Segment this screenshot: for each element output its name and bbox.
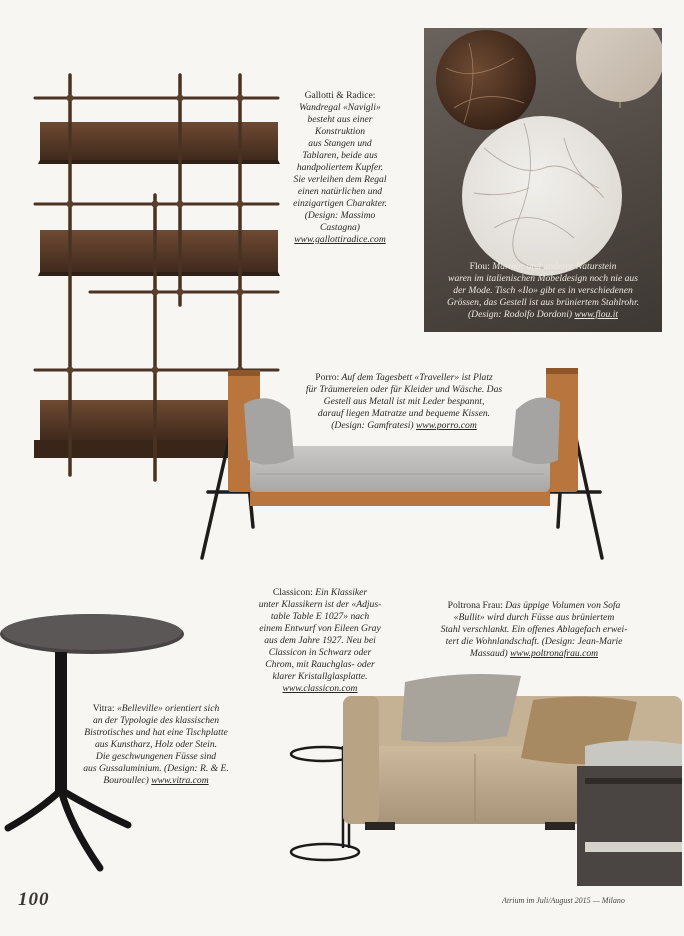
caption-brand: Poltrona Frau:: [447, 600, 503, 611]
caption-poltrona-frau: Poltrona Frau: Das üppige Volumen von Sofa «Bullit» wird durch Füsse aus brüniertem Stahl verschlankt. Ein offenes Ablagefach erwei- tert die Wohnlandschaft. (Design: Jean-Marie Massaud) www.poltronafrau.com: [440, 600, 628, 659]
caption-brand: Flou:: [469, 261, 490, 272]
caption-brand: Gallotti & Radice:: [304, 90, 376, 101]
sofa-scene-image: [285, 666, 682, 886]
caption-link[interactable]: www.poltronafrau.com: [510, 648, 599, 659]
caption-brand: Vitra:: [92, 703, 115, 714]
caption-flou: Flou: Marmor und anderer Naturstein waren im italienischen Möbeldesign noch nie aus der Mode. Tisch «Ilo» gibt es in verschiedenen Grössen, das Gestell ist aus brüniertem Stahlrohr. (Design: Rodolfo Dordoni) www.flou.it: [446, 261, 640, 320]
caption-link[interactable]: www.vitra.com: [151, 775, 209, 786]
caption-gallotti-radice: Gallotti & Radice: Wandregal «Navigli» besteht aus einer Konstruktion aus Stangen und Tablaren, beide aus handpoliertem Kupfer. Sie verleihen dem Regal einen natürlichen und einzigartigen Charakter. (Design: Massimo Castagna) www.gallottiradice.com: [280, 90, 400, 246]
caption-classicon: Classicon: Ein Klassiker unter Klassikern ist der «Adjus- table Table E 1027» nach einem Entwurf von Eileen Gray aus dem Jahre 1927. Neu bei Classicon in Schwarz oder Chrom, mit Rauchglas- oder klarer Kristallglasplatte. www.classicon.com: [250, 587, 390, 695]
page-number: 100: [18, 889, 50, 910]
caption-link[interactable]: www.classicon.com: [282, 683, 358, 694]
issue-line: Atrium im Juli/August 2015 — Milano: [502, 896, 625, 905]
caption-porro: Porro: Auf dem Tagesbett «Traveller» ist Platz für Träumereien oder für Kleider und Wäsche. Das Gestell aus Metall ist mit Leder bespannt, darauf liegen Matratze und bequeme Kissen. (Design: Gamfratesi) www.porro.com: [305, 372, 503, 431]
caption-vitra: Vitra: «Belleville» orientiert sich an der Typologie des klassischen Bistrotisches und hat eine Tischplatte aus Kunstharz, Holz oder Stein. Die geschwungenen Füsse sind aus Gussaluminium. (Design: R. & E. Bouroullec) www.vitra.com: [83, 703, 229, 786]
flou-marble-table-image: [424, 28, 662, 332]
caption-brand: Classicon:: [272, 587, 313, 598]
caption-link[interactable]: www.porro.com: [415, 420, 477, 431]
daybed-image: [198, 362, 610, 566]
caption-brand: Porro:: [315, 372, 340, 383]
caption-link[interactable]: www.flou.it: [574, 309, 619, 320]
caption-link[interactable]: www.gallottiradice.com: [294, 234, 386, 245]
